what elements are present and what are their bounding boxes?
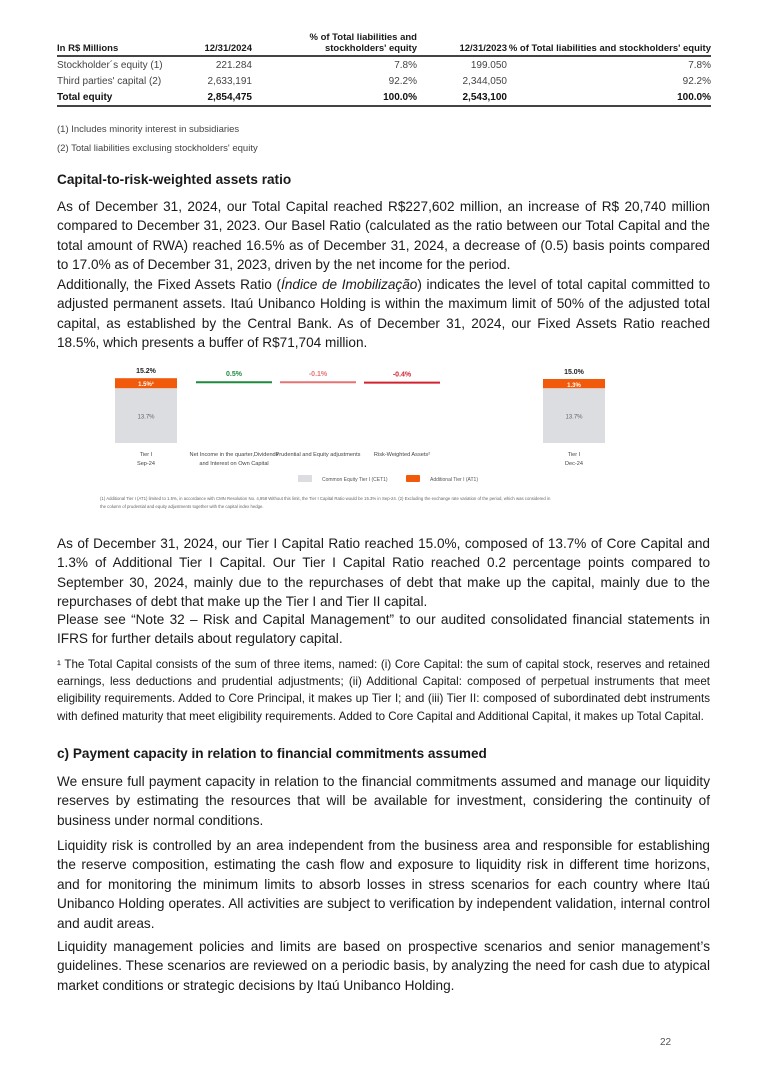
category-label: Prudential and Equity adjustments [275,452,361,458]
category-label: Net Income in the quarter,Dividends [189,452,279,458]
tier1-waterfall-chart [100,355,700,515]
cell: 2,344,050 [462,76,507,87]
table-row [57,56,711,73]
paragraph: We ensure full payment capacity in relation to the financial commitments assumed and manage our liquidity reserves by estimating the resources that will be available for investment, considering the continuity of business under normal conditions. [57,774,710,828]
cell: Total equity [57,89,187,106]
cet1-label: 13.7% [137,414,155,421]
footnote: ¹ The Total Capital consists of the sum of three items, named: (i) Core Capital: the sum of capital stock, reserves and retained earnings, less deductions and prudential adjustments; (ii) Additional Capital: composed of perpetual instruments that meet eligibility requirements. Added to Core Principal, it makes up Tier I; and (iii) Tier II: composed of subordinated debt instruments with defined maturity that meet eligibility requirements. Added to Core Capital and Additional Capital, it makes up Total Capital. [57,658,710,723]
equity-table [57,30,711,107]
column-header: 12/31/2024 [187,30,252,56]
column-header: % of Total liabilities and stockholders' equity [252,30,417,56]
delta-label: 0.5% [226,371,242,379]
cet1-label: 13.7% [565,414,583,421]
legend-swatch-at1 [406,475,420,482]
category-label: Tier I [139,452,153,458]
table-note: (2) Total liabilities exclusing stockholders' equity [57,143,258,154]
cell: 2,633,191 [207,76,252,87]
category-label: Dec-24 [564,461,584,467]
total-label: 15.0% [564,369,584,376]
cell: 7.8% [688,60,711,71]
paragraph: As of December 31, 2024, our Tier I Capital Ratio reached 15.0%, composed of 13.7% of Core Capital and 1.3% of Additional Tier I Capital. Our Tier I Capital Ratio reached 0.2 percentage points compared to September 30, 2024, mainly due to the repurchases of debt that make up the capital, mainly due to the repurchases of debt that make up the Tier I and Tier II capital. [57,536,710,610]
delta-label: -0.4% [392,371,412,379]
paragraph: Please see “Note 32 – Risk and Capital Management” to our audited consolidated financial statements in IFRS for further details about regulatory capital. [57,612,710,647]
cell: 100.0% [507,89,711,106]
cell: 2,854,475 [187,89,252,106]
legend-swatch-cet1 [298,475,312,482]
page-number: 22 [660,1037,672,1048]
legend-label: Common Equity Tier I (CET1) [322,477,388,483]
delta-label: -0.1% [308,371,328,379]
table-row-total [57,89,711,106]
category-label: Risk-Weighted Assets² [373,452,431,458]
section-heading: c) Payment capacity in relation to financial commitments assumed [57,746,487,761]
cell: Stockholder´s equity (1) [57,60,163,71]
cell: 100.0% [252,89,417,106]
paragraph [57,275,710,353]
cell: Third parties' capital (2) [57,76,162,87]
column-header: In R$ Millions [57,30,187,56]
paragraph: Liquidity risk is controlled by an area independent from the business area and responsible for establishing the reserve composition, estimating the cash flow and exposure to liquidity risk in different time horizons, and for monitoring the minimum limits to absorb losses in stress scenarios for each country where Itaú Unibanco Holding operates. All activities are subject to verification by independent validation, internal control and audit areas. [57,838,710,931]
category-label: Sep-24 [136,461,156,467]
cell: 199.050 [470,60,507,71]
paragraph: As of December 31, 2024, our Total Capital reached R$227,602 million, an increase of R$ 20,740 million compared to December 31, 2023. Our Basel Ratio (calculated as the ratio between our Total Capital and the total amount of RWA) reached 16.5% as of December 31, 2024, a decrease of (0.5) basis points compared to 17.0% as of December 31, 2023, driven by the net income for the period. [57,199,710,273]
cell: 7.8% [394,60,417,71]
paragraph: Liquidity management policies and limits are based on prospective scenarios and senior management’s guidelines. These scenarios are reviewed on a periodic basis, by analyzing the need for cash due to atypical market conditions or strategic decisions by Itaú Unibanco Holding. [57,939,710,993]
at1-label: 1.3% [567,383,581,389]
table-header-row [57,30,711,56]
chart-footnote: the column of prudential and equity adjustments together with the capital index hedge. [100,504,264,509]
category-label: and Interest on Own Capital [199,461,269,467]
at1-label: 1.5%¹ [138,382,154,389]
total-label: 15.2% [136,368,156,376]
cell: 2,543,100 [417,89,507,106]
table-row [57,73,711,89]
text: Additionally, the Fixed Assets Ratio ( [57,277,282,292]
cell: 92.2% [682,76,711,87]
cell: 221.284 [215,60,252,71]
column-header: % of Total liabilities and stockholders' equity [507,30,711,56]
text: ) indicates the level of total capital committed to adjusted permanent assets. Itaú Unibanco Holding is within the maximum limit of 50% of the adjusted total capital, as established by the Central Bank. As of December 31, 2024, our Fixed Assets Ratio reached 18.5%, which presents a buffer of R$71,704 million. [57,277,711,351]
table-note: (1) Includes minority interest in subsidiaries [57,124,240,135]
cell: 92.2% [388,76,417,87]
legend-label: Additional Tier I (AT1) [430,477,478,483]
section-heading: Capital-to-risk-weighted assets ratio [57,172,292,187]
italic-term: Índice de Imobilização [281,277,418,292]
category-label: Tier I [567,452,581,458]
chart-footnote: (1) Additional Tier I (AT1) limited to 1.5%, in accordance with CMN Resolution No. 4,958 Without this limit, the Tier I Capital Ratio would be 15.3% in Sep-24. (2) Excluding the exchange rate variation of the period, which was considered in [100,496,551,501]
column-header: 12/31/2023 [417,30,507,56]
